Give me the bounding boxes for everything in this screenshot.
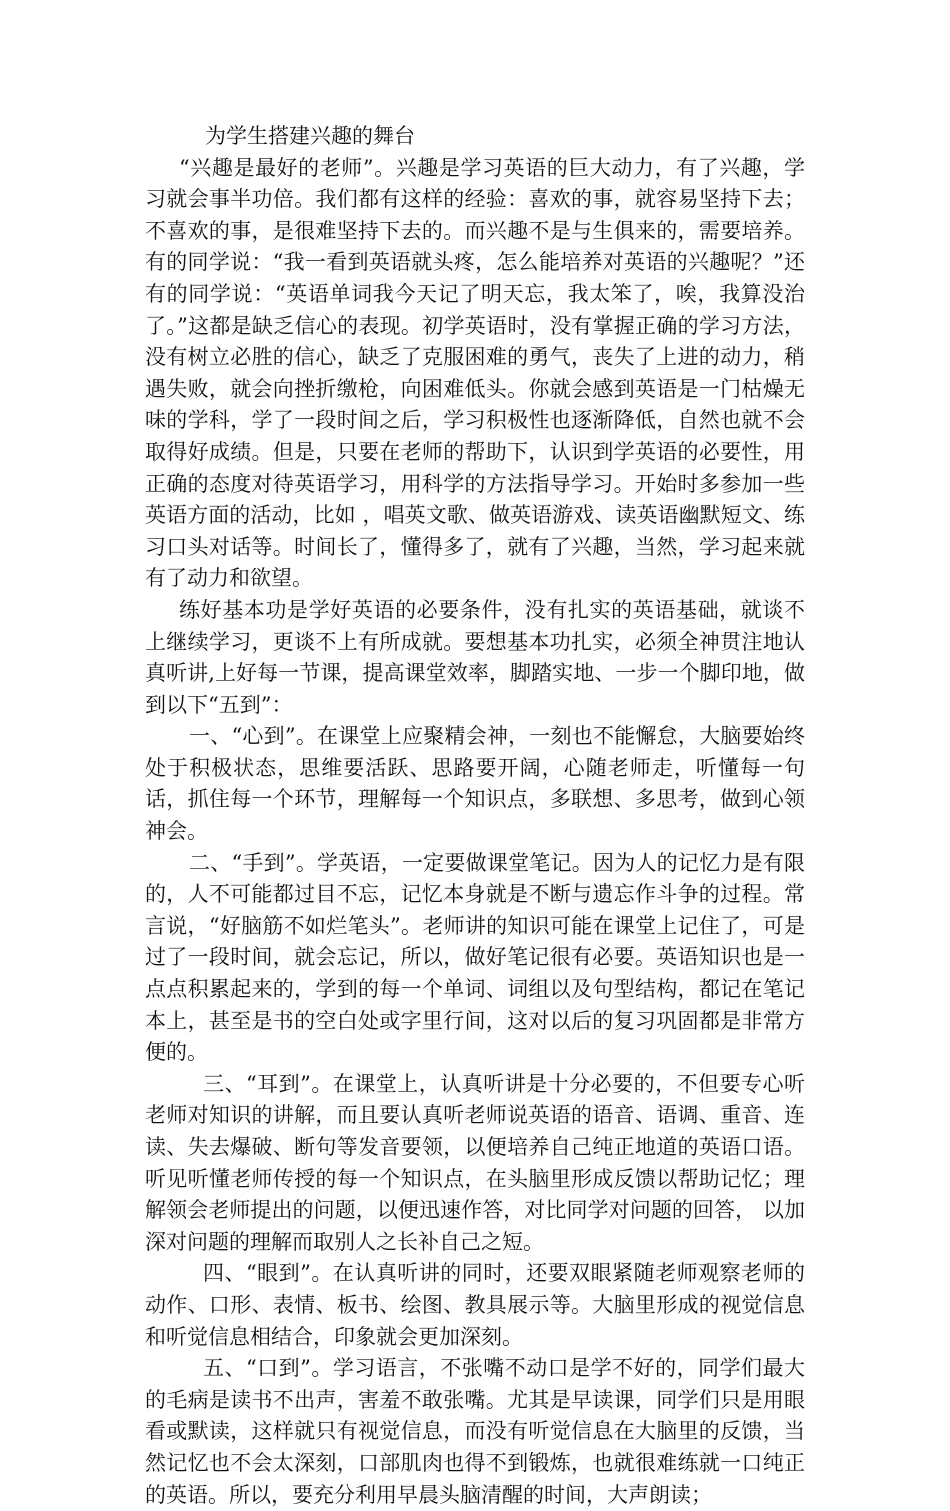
paragraph-basics: 练好基本功是学好英语的必要条件，没有扎实的英语基础，就谈不上继续学习，更谈不上有所成就。要想基本功扎实，必须全神贯注地认真听讲,上好每一节课，提高课堂效率，脚踏实地、一步一个脚印地，做到以下“五到”： [145, 597, 805, 717]
paragraph-eye: 四、“眼到”。在认真听讲的同时，还要双眼紧随老师观察老师的动作、口形、表情、板书、绘图、教具展示等。大脑里形成的视觉信息和听觉信息相结合，印象就会更加深刻。 [145, 1261, 805, 1349]
paragraph-hand: 二、“手到”。学英语，一定要做课堂笔记。因为人的记忆力是有限的，人不可能都过目不忘，记忆本身就是不断与遗忘作斗争的过程。常言说，“好脑筋不如烂笔头”。老师讲的知识可能在课堂上记住了，可是过了一段时间，就会忘记，所以，做好笔记很有必要。英语知识也是一点点积累起来的，学到的每一个单词、词组以及句型结构，都记在笔记本上，甚至是书的空白处或字里行间，这对以后的复习巩固都是非常方便的。 [145, 850, 805, 1065]
document-title: 为学生搭建兴趣的舞台 [205, 124, 415, 148]
document-body [145, 121, 805, 1511]
paragraph-ear: 三、“耳到”。在课堂上，认真听讲是十分必要的，不但要专心听老师对知识的讲解，而且要认真听老师说英语的语音、语调、重音、连读、失去爆破、断句等发音要领，以便培养自己纯正地道的英语口语。听见听懂老师传授的每一个知识点，在头脑里形成反馈以帮助记忆；理解领会老师提出的问题，以便迅速作答，对比同学对问题的回答， 以加深对问题的理解而取别人之长补自己之短。 [145, 1071, 805, 1254]
paragraph-mouth: 五、“口到”。学习语言，不张嘴不动口是学不好的，同学们最大的毛病是读书不出声，害羞不敢张嘴。尤其是早读课，同学们只是用眼看或默读，这样就只有视觉信息，而没有听觉信息在大脑里的反馈，当然记忆也不会太深刻，口部肌肉也得不到锻炼，也就很难练就一口纯正的英语。所以，要充分利用早晨头脑清醒的时间，大声朗读； [145, 1356, 805, 1507]
paragraph-interest: “兴趣是最好的老师”。兴趣是学习英语的巨大动力，有了兴趣，学习就会事半功倍。我们都有这样的经验：喜欢的事，就容易坚持下去；不喜欢的事，是很难坚持下去的。而兴趣不是与生俱来的，需要培养。有的同学说：“我一看到英语就头疼，怎么能培养对英语的兴趣呢？”还有的同学说：“英语单词我今天记了明天忘，我太笨了，唉，我算没治了。”这都是缺乏信心的表现。初学英语时，没有掌握正确的学习方法，没有树立必胜的信心，缺乏了克服困难的勇气，丧失了上进的动力，稍遇失败，就会向挫折缴枪，向困难低头。你就会感到英语是一门枯燥无味的学科，学了一段时间之后，学习积极性也逐渐降低，自然也就不会取得好成绩。但是，只要在老师的帮助下，认识到学英语的必要性，用正确的态度对待英语学习，用科学的方法指导学习。开始时多参加一些英语方面的活动，比如 ，唱英文歌、做英语游戏、读英语幽默短文、练习口头对话等。时间长了，懂得多了，就有了兴趣，当然，学习起来就有了动力和欲望。 [145, 155, 805, 591]
paragraph-heart: 一、“心到”。在课堂上应聚精会神，一刻也不能懈怠，大脑要始终处于积极状态，思维要活跃、思路要开阔，心随老师走，听懂每一句话，抓住每一个环节，理解每一个知识点，多联想、多思考，做到心领神会。 [145, 724, 805, 844]
